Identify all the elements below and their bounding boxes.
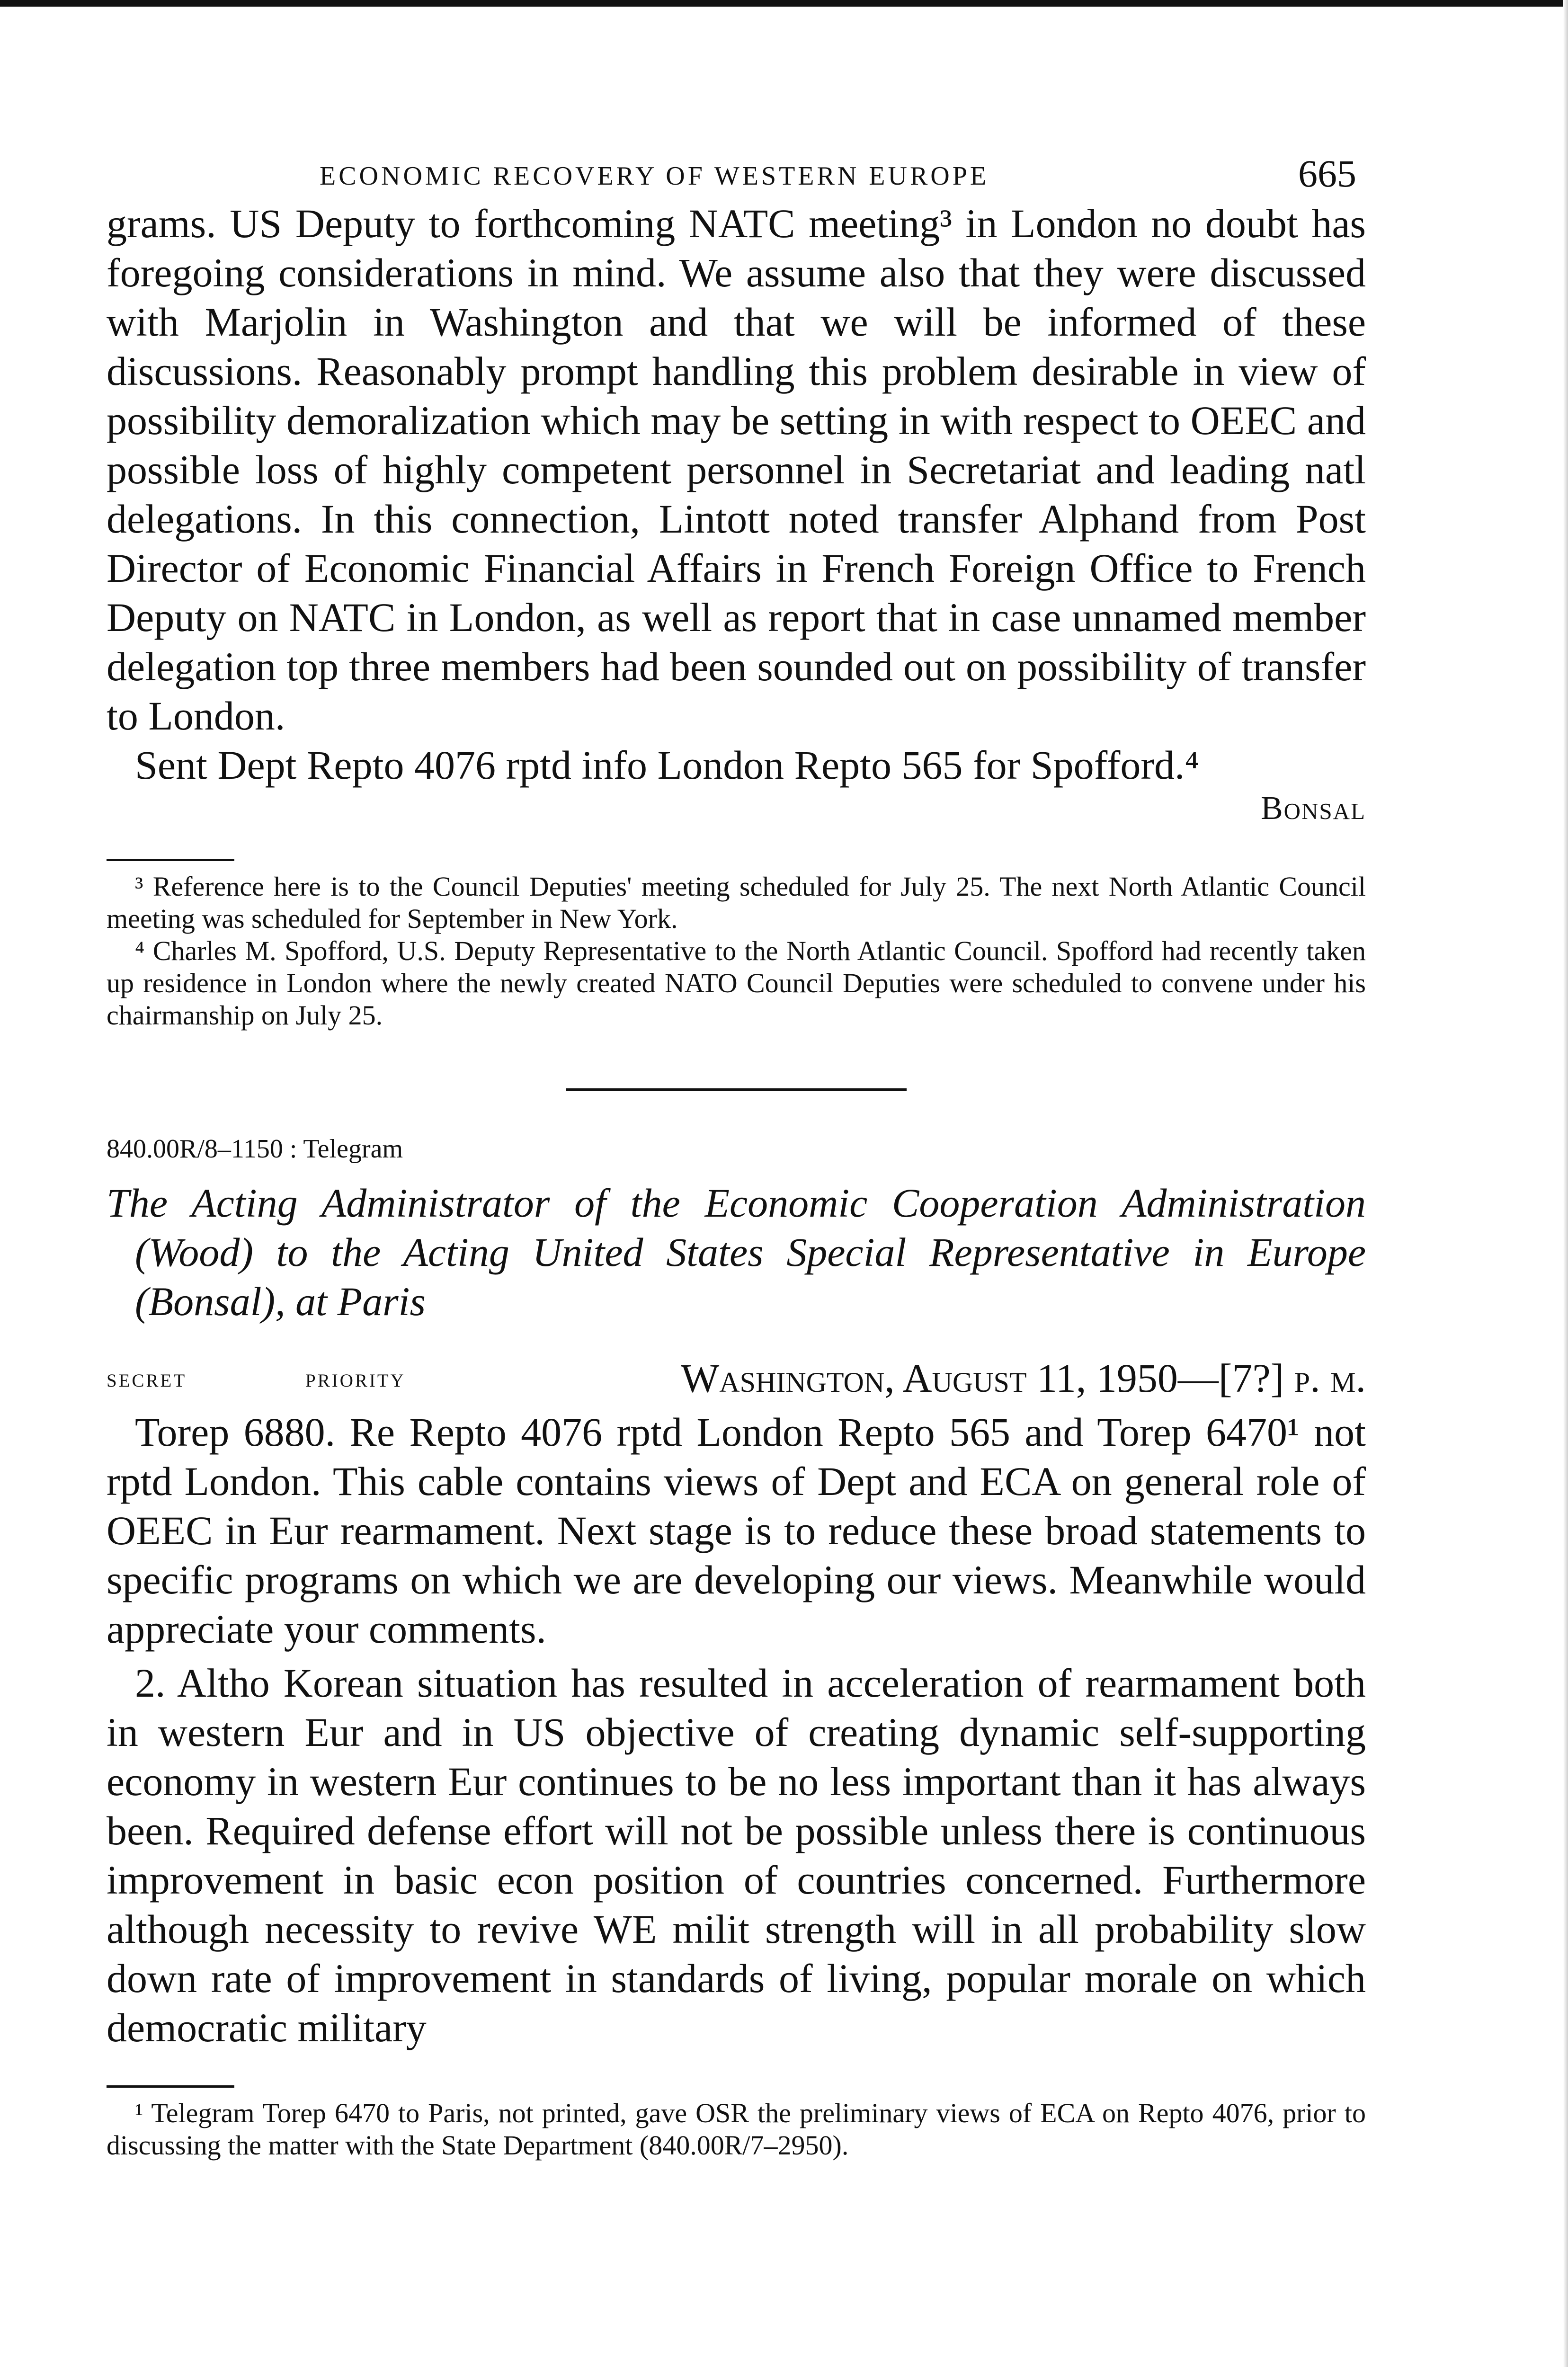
footnote-1: ¹ Telegram Torep 6470 to Paris, not printed, gave OSR the preliminary views of ECA on Repto 4076, prior to discussing the matter with the State Department (840.00R/7–2950). — [107, 2098, 1366, 2161]
book-page — [107, 142, 1366, 2162]
top-edge-rule — [0, 0, 1568, 7]
document-title: The Acting Administrator of the Economic Cooperation Administration (Wood) to the Acting United States Special Representative in Europe (Bonsal), at Paris — [107, 1180, 1366, 1324]
footnote-4: ⁴ Charles M. Spofford, U.S. Deputy Representative to the North Atlantic Council. Spofford had recently taken up residence in London where the newly created NATO Council Deputies were scheduled to convene under his chairmanship on July 25. — [107, 935, 1366, 1031]
date-line: Washington, August 11, 1950—[7?] p. m. — [681, 1355, 1366, 1401]
continuation-paragraph: grams. US Deputy to forthcoming NATC meeting³ in London no doubt has foregoing considerations in mind. We assume also that they were discussed with Marjolin in Washington and that we will be informed of these discussions. Reasonably prompt handling this problem desirable in view of possibility demoralization which may be setting in with respect to OEEC and possible loss of highly competent personnel in Secretariat and leading natl delegations. In this connection, Lintott noted transfer Alphand from Post Director of Economic Financial Affairs in French Foreign Office to French Deputy on NATC in London, as well as report that in case unnamed member delegation top three members had been sounded out on possibility of transfer to London. — [107, 201, 1366, 739]
sent-line: Sent Dept Repto 4076 rptd info London Repto 565 for Spofford.⁴ — [135, 742, 1199, 788]
dateline — [107, 1354, 1366, 1404]
priority-label: priority — [305, 1363, 406, 1393]
section-divider — [566, 1088, 907, 1091]
footnote-rule-bottom — [107, 2085, 234, 2088]
signature: Bonsal — [1260, 790, 1366, 827]
page-edge-shadow — [1563, 0, 1568, 2367]
running-head — [107, 142, 1366, 199]
classification-label: secret — [107, 1363, 187, 1393]
page-number: 665 — [1298, 152, 1356, 195]
footnote-rule — [107, 859, 234, 861]
file-reference: 840.00R/8–1150 : Telegram — [107, 1134, 403, 1164]
footnote-3: ³ Reference here is to the Council Deputies' meeting scheduled for July 25. The next North Atlantic Council meeting was scheduled for September in New York. — [107, 871, 1366, 934]
running-title: ECONOMIC RECOVERY OF WESTERN EUROPE — [320, 161, 989, 191]
body-paragraph-1: Torep 6880. Re Repto 4076 rptd London Repto 565 and Torep 6470¹ not rptd London. This cable contains views of Dept and ECA on general role of OEEC in Eur rearmament. Next stage is to reduce these broad statements to specific programs on which we are developing our views. Meanwhile would appreciate your comments. — [107, 1409, 1366, 1652]
body-paragraph-2: 2. Altho Korean situation has resulted in acceleration of rearmament both in western Eur and in US objective of creating dynamic self-supporting economy in western Eur continues to be no less important than it has always been. Required defense effort will not be possible unless there is continuous improvement in basic econ position of countries concerned. Furthermore although necessity to revive WE milit strength will in all probability slow down rate of improvement in standards of living, popular morale on which democratic military — [107, 1660, 1366, 2050]
